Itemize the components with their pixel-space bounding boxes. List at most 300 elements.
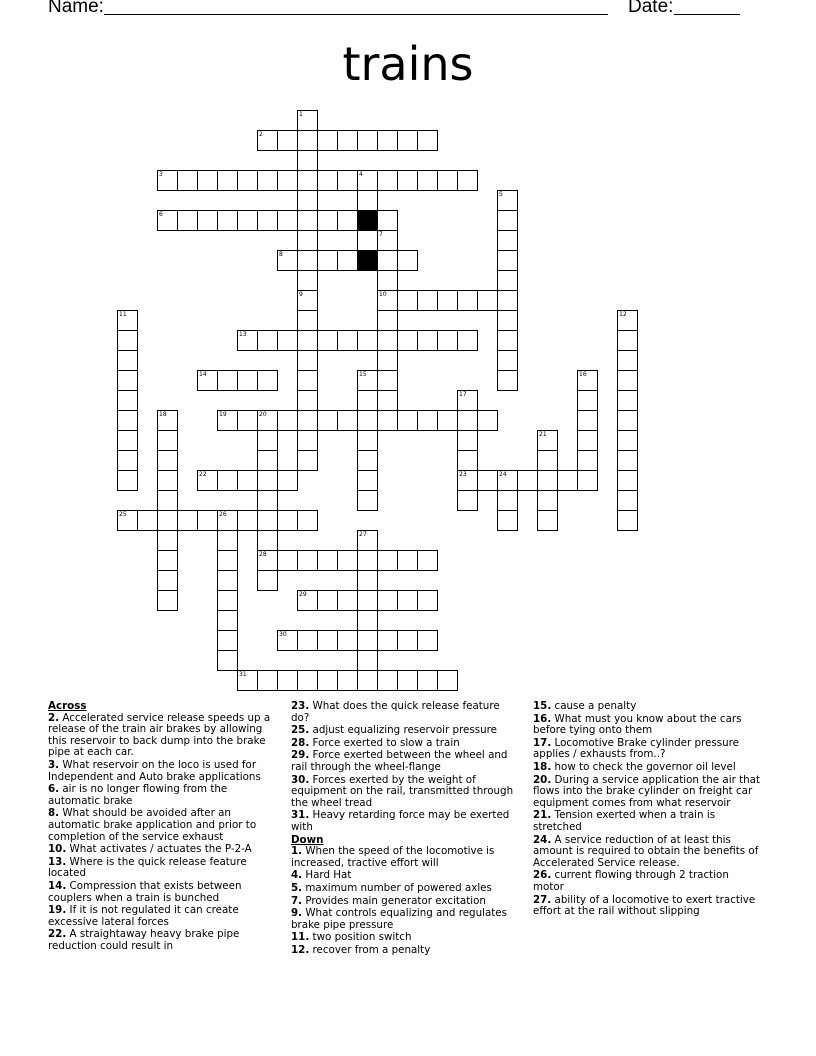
grid-cell[interactable] xyxy=(397,410,418,431)
grid-cell[interactable] xyxy=(157,510,178,531)
grid-cell[interactable] xyxy=(237,370,258,391)
grid-cell[interactable] xyxy=(117,350,138,371)
grid-cell[interactable] xyxy=(377,550,398,571)
date-label: Date: xyxy=(628,0,674,17)
grid-cell[interactable] xyxy=(337,590,358,611)
grid-cell[interactable] xyxy=(217,470,238,491)
grid-cell[interactable] xyxy=(617,490,638,511)
clue-across-2: 2. Accelerated service release speeds up a release of the train air brakes by allowing this reservoir to back dump into the brake pipe at each car. xyxy=(48,711,271,759)
grid-cell[interactable] xyxy=(477,290,498,311)
grid-cell[interactable] xyxy=(157,490,178,511)
grid-cell[interactable] xyxy=(337,130,358,151)
grid-cell[interactable] xyxy=(357,550,378,571)
grid-cell[interactable] xyxy=(277,510,298,531)
grid-cell[interactable] xyxy=(257,410,278,431)
grid-cell[interactable] xyxy=(357,490,378,511)
grid-cell[interactable] xyxy=(377,310,398,331)
grid-cell[interactable] xyxy=(297,230,318,251)
grid-cell[interactable] xyxy=(277,670,298,691)
grid-cell[interactable] xyxy=(117,450,138,471)
grid-cell[interactable] xyxy=(317,630,338,651)
grid-cell[interactable] xyxy=(357,430,378,451)
grid-cell[interactable] xyxy=(617,450,638,471)
grid-cell[interactable] xyxy=(297,290,318,311)
grid-cell[interactable] xyxy=(357,630,378,651)
grid-cell[interactable] xyxy=(377,270,398,291)
clue-down-15: 15. cause a penalty xyxy=(533,700,637,712)
clue-number: 9 xyxy=(299,291,303,298)
grid-cell[interactable] xyxy=(117,310,138,331)
clue-number: 10 xyxy=(379,291,387,298)
grid-cell[interactable] xyxy=(417,170,438,191)
grid-cell[interactable] xyxy=(297,330,318,351)
grid-cell[interactable] xyxy=(457,490,478,511)
clue-number: 1 xyxy=(299,111,303,118)
grid-cell[interactable] xyxy=(377,170,398,191)
grid-cell[interactable] xyxy=(237,470,258,491)
grid-cell[interactable] xyxy=(217,570,238,591)
clue-column-3 xyxy=(533,701,763,919)
clue-number: 18 xyxy=(159,411,167,418)
grid-cell[interactable] xyxy=(357,650,378,671)
grid-cell[interactable] xyxy=(177,170,198,191)
grid-cell[interactable] xyxy=(537,510,558,531)
grid-cell[interactable] xyxy=(217,650,238,671)
grid-cell[interactable] xyxy=(217,410,238,431)
clue-number: 13 xyxy=(239,331,247,338)
grid-cell[interactable] xyxy=(257,570,278,591)
clue-number: 28 xyxy=(259,551,267,558)
grid-cell[interactable] xyxy=(257,130,278,151)
grid-cell[interactable] xyxy=(217,530,238,551)
grid-cell[interactable] xyxy=(317,550,338,571)
grid-cell[interactable] xyxy=(417,550,438,571)
grid-cell[interactable] xyxy=(277,130,298,151)
grid-cell[interactable] xyxy=(257,490,278,511)
grid-cell[interactable] xyxy=(457,330,478,351)
grid-cell[interactable] xyxy=(157,530,178,551)
grid-cell[interactable] xyxy=(157,210,178,231)
grid-cell[interactable] xyxy=(257,670,278,691)
grid-cell[interactable] xyxy=(197,510,218,531)
clue-across-25: 25. adjust equalizing reservoir pressure xyxy=(291,724,497,737)
grid-cell[interactable] xyxy=(297,130,318,151)
grid-cell[interactable] xyxy=(337,630,358,651)
grid-cell[interactable] xyxy=(297,670,318,691)
grid-cell[interactable] xyxy=(117,390,138,411)
clue-number: 11 xyxy=(119,311,127,318)
grid-cell[interactable] xyxy=(257,470,278,491)
clue-across-28: 28. Force exerted to slow a train xyxy=(291,736,460,749)
grid-cell[interactable] xyxy=(397,130,418,151)
grid-cell[interactable] xyxy=(257,330,278,351)
clue-number: 26 xyxy=(219,511,227,518)
clue-across-30: 30. Forces exerted by the weight of equipment on the rail, transmitted through the wheel tread xyxy=(291,773,514,809)
clue-number: 25 xyxy=(119,511,127,518)
shaded-cell xyxy=(357,250,378,271)
grid-cell[interactable] xyxy=(317,410,338,431)
clue-number: 27 xyxy=(359,531,367,538)
grid-cell[interactable] xyxy=(457,430,478,451)
grid-cell[interactable] xyxy=(277,210,298,231)
grid-cell[interactable] xyxy=(377,210,398,231)
grid-cell[interactable] xyxy=(297,410,318,431)
grid-cell[interactable] xyxy=(537,430,558,451)
grid-cell[interactable] xyxy=(237,510,258,531)
grid-cell[interactable] xyxy=(117,510,138,531)
grid-cell[interactable] xyxy=(357,470,378,491)
clue-down-24: 24. A service reduction of at least this amount is required to obtain the benefits of Accelerated Service release. xyxy=(533,833,759,869)
grid-cell[interactable] xyxy=(497,230,518,251)
grid-cell[interactable] xyxy=(437,410,458,431)
grid-cell[interactable] xyxy=(457,170,478,191)
grid-cell[interactable] xyxy=(397,170,418,191)
grid-cell[interactable] xyxy=(417,670,438,691)
grid-cell[interactable] xyxy=(257,170,278,191)
grid-cell[interactable] xyxy=(257,210,278,231)
grid-cell[interactable] xyxy=(497,310,518,331)
grid-cell[interactable] xyxy=(277,550,298,571)
grid-cell[interactable] xyxy=(617,410,638,431)
clue-down-9: 9. What controls equalizing and regulates brake pipe pressure xyxy=(291,907,508,931)
clue-number: 8 xyxy=(279,251,283,258)
grid-cell[interactable] xyxy=(617,510,638,531)
clue-number: 16 xyxy=(579,371,587,378)
clue-column-2 xyxy=(291,701,521,957)
grid-cell[interactable] xyxy=(297,310,318,331)
clue-number: 4 xyxy=(359,171,363,178)
grid-cell[interactable] xyxy=(297,370,318,391)
clue-across-10: 10. What activates / actuates the P-2-A xyxy=(48,843,252,856)
grid-cell[interactable] xyxy=(317,590,338,611)
clue-across-29: 29. Force exerted between the wheel and rail through the wheel-flange xyxy=(291,749,508,773)
grid-cell[interactable] xyxy=(457,390,478,411)
clue-across-13: 13. Where is the quick release feature located xyxy=(48,855,247,880)
grid-cell[interactable] xyxy=(357,450,378,471)
grid-cell[interactable] xyxy=(377,250,398,271)
clue-number: 20 xyxy=(259,411,267,418)
grid-cell[interactable] xyxy=(257,530,278,551)
grid-cell[interactable] xyxy=(357,330,378,351)
grid-cell[interactable] xyxy=(297,630,318,651)
grid-cell[interactable] xyxy=(577,470,598,491)
grid-cell[interactable] xyxy=(317,670,338,691)
grid-cell[interactable] xyxy=(397,670,418,691)
grid-cell[interactable] xyxy=(357,370,378,391)
clue-down-1: 1. When the speed of the locomotive is increased, tractive effort will xyxy=(291,845,495,869)
grid-cell[interactable] xyxy=(417,410,438,431)
puzzle-title: trains xyxy=(342,37,474,91)
grid-cell[interactable] xyxy=(297,110,318,131)
clue-number: 15 xyxy=(359,371,367,378)
grid-cell[interactable] xyxy=(377,130,398,151)
grid-cell[interactable] xyxy=(397,550,418,571)
grid-cell[interactable] xyxy=(117,470,138,491)
grid-cell[interactable] xyxy=(397,250,418,271)
grid-cell[interactable] xyxy=(277,170,298,191)
grid-cell[interactable] xyxy=(537,470,558,491)
grid-cell[interactable] xyxy=(357,410,378,431)
clue-number: 24 xyxy=(499,471,507,478)
grid-cell[interactable] xyxy=(437,670,458,691)
grid-cell[interactable] xyxy=(157,470,178,491)
grid-cell[interactable] xyxy=(217,510,238,531)
grid-cell[interactable] xyxy=(377,670,398,691)
clue-down-16: 16. What must you know about the cars before tying onto them xyxy=(533,712,742,737)
grid-cell[interactable] xyxy=(157,590,178,611)
grid-cell[interactable] xyxy=(377,590,398,611)
grid-cell[interactable] xyxy=(397,630,418,651)
clue-down-5: 5. maximum number of powered axles xyxy=(291,881,492,894)
clue-across-6: 6. air is no longer flowing from the automatic brake xyxy=(48,783,228,807)
clue-down-17: 17. Locomotive Brake cylinder pressure applies / exhausts from..? xyxy=(533,736,739,761)
grid-cell[interactable] xyxy=(337,170,358,191)
grid-cell[interactable] xyxy=(277,250,298,271)
grid-cell[interactable] xyxy=(377,390,398,411)
grid-cell[interactable] xyxy=(157,450,178,471)
grid-cell[interactable] xyxy=(497,190,518,211)
grid-cell[interactable] xyxy=(357,170,378,191)
clue-number: 14 xyxy=(199,371,207,378)
grid-cell[interactable] xyxy=(537,490,558,511)
grid-cell[interactable] xyxy=(257,510,278,531)
grid-cell[interactable] xyxy=(217,210,238,231)
grid-cell[interactable] xyxy=(417,130,438,151)
clue-across-14: 14. Compression that exists between couplers when a train is bunched xyxy=(48,879,242,904)
grid-cell[interactable] xyxy=(237,170,258,191)
clue-number: 31 xyxy=(239,671,247,678)
grid-cell[interactable] xyxy=(237,330,258,351)
name-line[interactable] xyxy=(104,14,608,15)
grid-cell[interactable] xyxy=(217,630,238,651)
clue-number: 5 xyxy=(499,191,503,198)
clue-down-11: 11. two position switch xyxy=(291,931,412,944)
clue-down-27: 27. ability of a locomotive to exert tractive effort at the rail without slipping xyxy=(533,893,756,918)
grid-cell[interactable] xyxy=(337,330,358,351)
name-label: Name: xyxy=(48,0,104,17)
grid-cell[interactable] xyxy=(317,130,338,151)
grid-cell[interactable] xyxy=(157,570,178,591)
grid-cell[interactable] xyxy=(317,330,338,351)
clue-down-26: 26. current flowing through 2 traction motor xyxy=(533,869,729,893)
grid-cell[interactable] xyxy=(257,430,278,451)
grid-cell[interactable] xyxy=(617,390,638,411)
grid-cell[interactable] xyxy=(577,390,598,411)
grid-cell[interactable] xyxy=(217,170,238,191)
grid-cell[interactable] xyxy=(297,350,318,371)
grid-cell[interactable] xyxy=(297,270,318,291)
grid-cell[interactable] xyxy=(217,550,238,571)
grid-cell[interactable] xyxy=(357,190,378,211)
grid-cell[interactable] xyxy=(497,350,518,371)
grid-cell[interactable] xyxy=(277,410,298,431)
grid-cell[interactable] xyxy=(457,290,478,311)
grid-cell[interactable] xyxy=(297,510,318,531)
clue-down-18: 18. how to check the governor oil level xyxy=(533,760,736,773)
clue-down-4: 4. Hard Hat xyxy=(291,869,352,882)
clue-down-7: 7. Provides main generator excitation xyxy=(291,894,486,907)
grid-cell[interactable] xyxy=(177,510,198,531)
grid-cell[interactable] xyxy=(377,410,398,431)
grid-cell[interactable] xyxy=(337,210,358,231)
clue-number: 29 xyxy=(299,591,307,598)
down-heading: Down xyxy=(291,833,324,846)
grid-cell[interactable] xyxy=(617,430,638,451)
grid-cell[interactable] xyxy=(297,150,318,171)
grid-cell[interactable] xyxy=(417,330,438,351)
grid-cell[interactable] xyxy=(397,330,418,351)
clue-down-12: 12. recover from a penalty xyxy=(291,943,431,956)
grid-cell[interactable] xyxy=(617,470,638,491)
grid-cell[interactable] xyxy=(197,370,218,391)
grid-cell[interactable] xyxy=(377,290,398,311)
grid-cell[interactable] xyxy=(117,410,138,431)
grid-cell[interactable] xyxy=(617,370,638,391)
clue-number: 12 xyxy=(619,311,627,318)
grid-cell[interactable] xyxy=(417,630,438,651)
grid-cell[interactable] xyxy=(497,250,518,271)
grid-cell[interactable] xyxy=(297,430,318,451)
date-line[interactable] xyxy=(674,14,740,15)
grid-cell[interactable] xyxy=(457,450,478,471)
grid-cell[interactable] xyxy=(577,450,598,471)
grid-cell[interactable] xyxy=(357,570,378,591)
grid-cell[interactable] xyxy=(157,410,178,431)
grid-cell[interactable] xyxy=(297,450,318,471)
clue-number: 7 xyxy=(379,231,383,238)
grid-cell[interactable] xyxy=(377,230,398,251)
grid-cell[interactable] xyxy=(517,470,538,491)
clue-across-22: 22. A straightaway heavy brake pipe reduction could result in xyxy=(48,928,240,952)
grid-cell[interactable] xyxy=(337,670,358,691)
grid-cell[interactable] xyxy=(477,470,498,491)
grid-cell[interactable] xyxy=(257,450,278,471)
grid-cell[interactable] xyxy=(497,290,518,311)
grid-cell[interactable] xyxy=(437,170,458,191)
grid-cell[interactable] xyxy=(337,250,358,271)
grid-cell[interactable] xyxy=(297,210,318,231)
name-date-header xyxy=(48,0,748,20)
grid-cell[interactable] xyxy=(377,630,398,651)
grid-cell[interactable] xyxy=(437,290,458,311)
grid-cell[interactable] xyxy=(497,510,518,531)
grid-cell[interactable] xyxy=(577,430,598,451)
grid-cell[interactable] xyxy=(497,210,518,231)
grid-cell[interactable] xyxy=(577,410,598,431)
grid-cell[interactable] xyxy=(237,210,258,231)
grid-cell[interactable] xyxy=(377,350,398,371)
grid-cell[interactable] xyxy=(137,510,158,531)
grid-cell[interactable] xyxy=(157,550,178,571)
grid-cell[interactable] xyxy=(277,470,298,491)
grid-cell[interactable] xyxy=(357,130,378,151)
grid-cell[interactable] xyxy=(477,410,498,431)
grid-cell[interactable] xyxy=(437,330,458,351)
grid-cell[interactable] xyxy=(357,530,378,551)
grid-cell[interactable] xyxy=(617,310,638,331)
grid-cell[interactable] xyxy=(357,610,378,631)
grid-cell[interactable] xyxy=(557,470,578,491)
grid-cell[interactable] xyxy=(337,410,358,431)
grid-cell[interactable] xyxy=(377,370,398,391)
grid-cell[interactable] xyxy=(357,670,378,691)
grid-cell[interactable] xyxy=(357,390,378,411)
clue-number: 30 xyxy=(279,631,287,638)
clue-number: 19 xyxy=(219,411,227,418)
grid-cell[interactable] xyxy=(417,590,438,611)
clue-number: 17 xyxy=(459,391,467,398)
grid-cell[interactable] xyxy=(177,210,198,231)
grid-cell[interactable] xyxy=(197,170,218,191)
grid-cell[interactable] xyxy=(297,190,318,211)
grid-cell[interactable] xyxy=(397,590,418,611)
grid-cell[interactable] xyxy=(217,370,238,391)
clue-number: 6 xyxy=(159,211,163,218)
grid-cell[interactable] xyxy=(257,370,278,391)
grid-cell[interactable] xyxy=(297,390,318,411)
grid-cell[interactable] xyxy=(377,330,398,351)
grid-cell[interactable] xyxy=(617,330,638,351)
grid-cell[interactable] xyxy=(217,590,238,611)
grid-cell[interactable] xyxy=(237,410,258,431)
grid-cell[interactable] xyxy=(357,590,378,611)
grid-cell[interactable] xyxy=(297,590,318,611)
grid-cell[interactable] xyxy=(277,630,298,651)
grid-cell[interactable] xyxy=(117,370,138,391)
grid-cell[interactable] xyxy=(157,430,178,451)
clue-number: 2 xyxy=(259,131,263,138)
grid-cell[interactable] xyxy=(457,410,478,431)
clue-down-20: 20. During a service application the air that flows into the brake cylinder on freight car equipment comes from what reservoir xyxy=(533,773,760,809)
grid-cell[interactable] xyxy=(317,250,338,271)
grid-cell[interactable] xyxy=(417,290,438,311)
grid-cell[interactable] xyxy=(277,330,298,351)
grid-cell[interactable] xyxy=(317,210,338,231)
grid-cell[interactable] xyxy=(197,210,218,231)
clue-across-3: 3. What reservoir on the loco is used for Independent and Auto brake applications xyxy=(48,758,261,783)
grid-cell[interactable] xyxy=(497,370,518,391)
grid-cell[interactable] xyxy=(577,370,598,391)
grid-cell[interactable] xyxy=(397,290,418,311)
clue-number: 23 xyxy=(459,471,467,478)
grid-cell[interactable] xyxy=(117,430,138,451)
clue-down-21: 21. Tension exerted when a train is stretched xyxy=(533,809,716,833)
grid-cell[interactable] xyxy=(157,170,178,191)
grid-cell[interactable] xyxy=(497,490,518,511)
grid-cell[interactable] xyxy=(217,610,238,631)
grid-cell[interactable] xyxy=(117,330,138,351)
grid-cell[interactable] xyxy=(537,450,558,471)
grid-cell[interactable] xyxy=(357,230,378,251)
grid-cell[interactable] xyxy=(617,350,638,371)
grid-cell[interactable] xyxy=(297,550,318,571)
grid-cell[interactable] xyxy=(497,470,518,491)
shaded-cell xyxy=(357,210,378,231)
grid-cell[interactable] xyxy=(497,270,518,291)
grid-cell[interactable] xyxy=(257,550,278,571)
grid-cell[interactable] xyxy=(297,170,318,191)
grid-cell[interactable] xyxy=(297,250,318,271)
across-heading: Across xyxy=(48,700,87,712)
grid-cell[interactable] xyxy=(317,170,338,191)
grid-cell[interactable] xyxy=(337,550,358,571)
grid-cell[interactable] xyxy=(497,330,518,351)
grid-cell[interactable] xyxy=(237,670,258,691)
grid-cell[interactable] xyxy=(457,470,478,491)
clue-column-1 xyxy=(48,701,278,953)
clue-across-23: 23. What does the quick release feature do? xyxy=(291,700,500,724)
grid-cell[interactable] xyxy=(197,470,218,491)
